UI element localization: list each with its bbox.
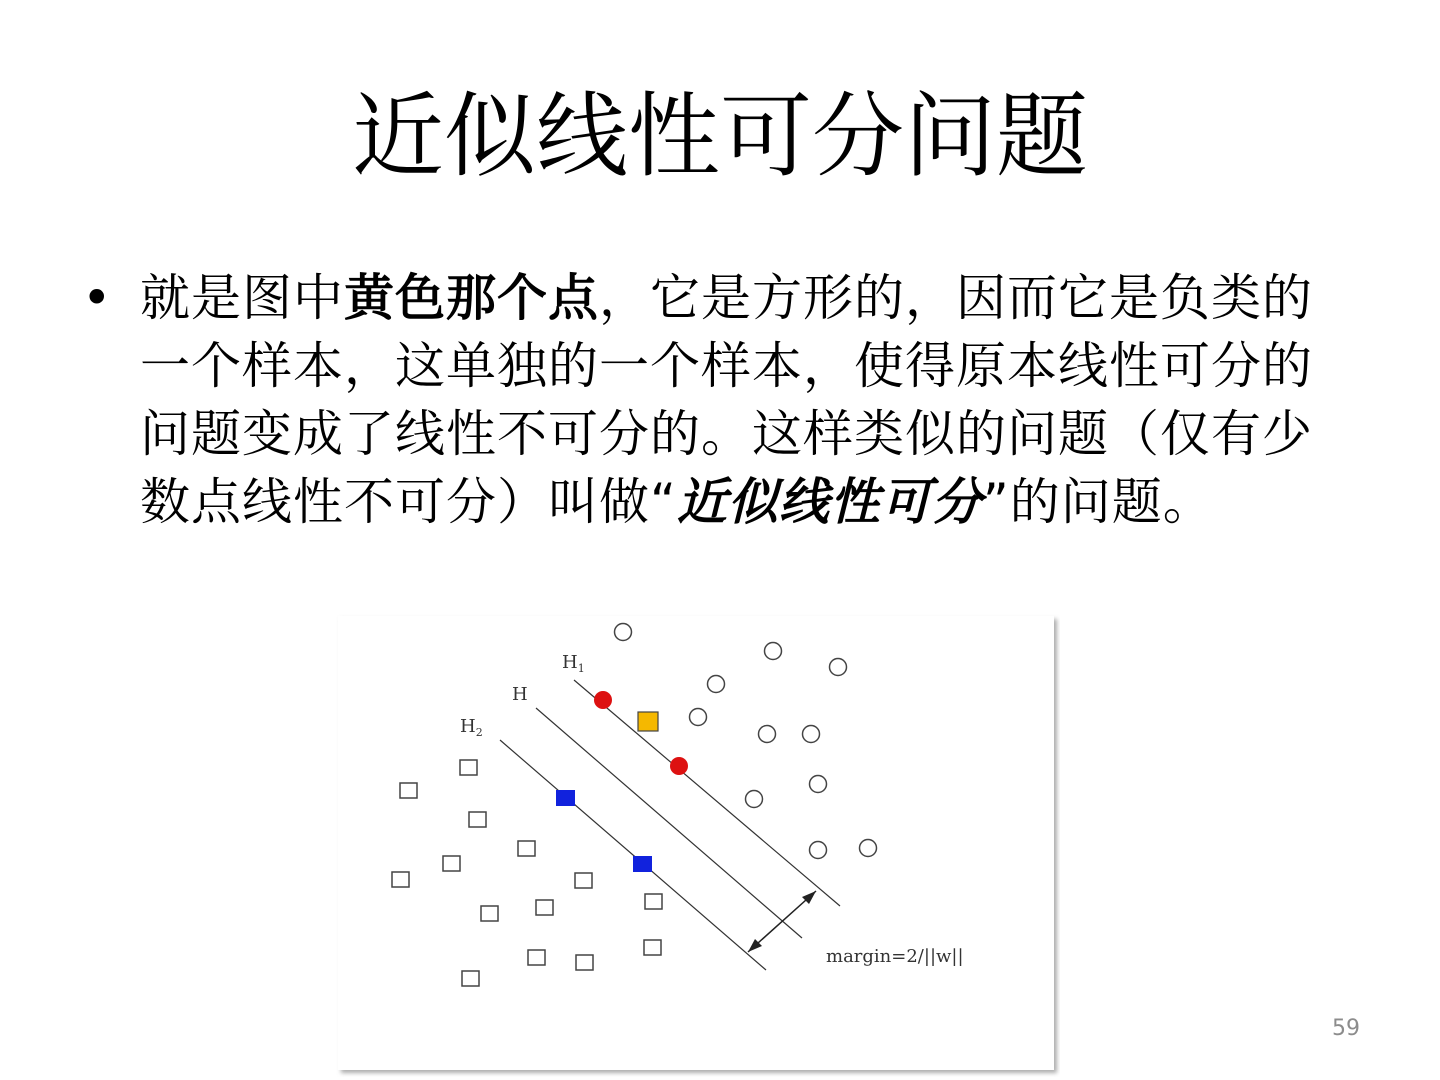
support-vector-red-lower bbox=[670, 757, 688, 775]
label-h1: $H_1$ bbox=[562, 652, 585, 675]
bullet-marker: • bbox=[82, 269, 112, 327]
svm-diagram bbox=[336, 614, 1060, 1077]
slide-title: 近似线性可分问题 bbox=[351, 83, 1088, 190]
bullet-text bbox=[140, 264, 1360, 536]
label-h: H bbox=[512, 684, 528, 705]
svm-figure bbox=[336, 614, 1060, 1077]
outlier-yellow-square bbox=[638, 712, 658, 731]
figure-frame bbox=[338, 616, 1054, 1070]
label-h2: $H_2$ bbox=[460, 716, 483, 739]
support-vector-red-upper bbox=[594, 691, 612, 709]
bullet-text-part3: ，它是方形的，因而它是负类的一个样本，这单独的一个样本，使得原本线性可分的问题变成了线性不可分的。这样类似的问题（仅有少数点线性不可分）叫做“ bbox=[140, 269, 1313, 531]
label-margin: margin=2/||w|| bbox=[826, 946, 964, 967]
bullet-text-part5: ”的问题。 bbox=[982, 473, 1214, 531]
bullet-text-part1: 就是图中 bbox=[140, 269, 344, 327]
support-vector-blue-lower bbox=[633, 856, 652, 872]
support-vector-blue-upper bbox=[556, 790, 575, 806]
bullet-text-term: 近似线性可分 bbox=[676, 473, 983, 531]
page-number: 59 bbox=[1332, 1016, 1360, 1041]
bullet-text-highlight-yellow-point: 黄色那个点 bbox=[344, 269, 599, 327]
